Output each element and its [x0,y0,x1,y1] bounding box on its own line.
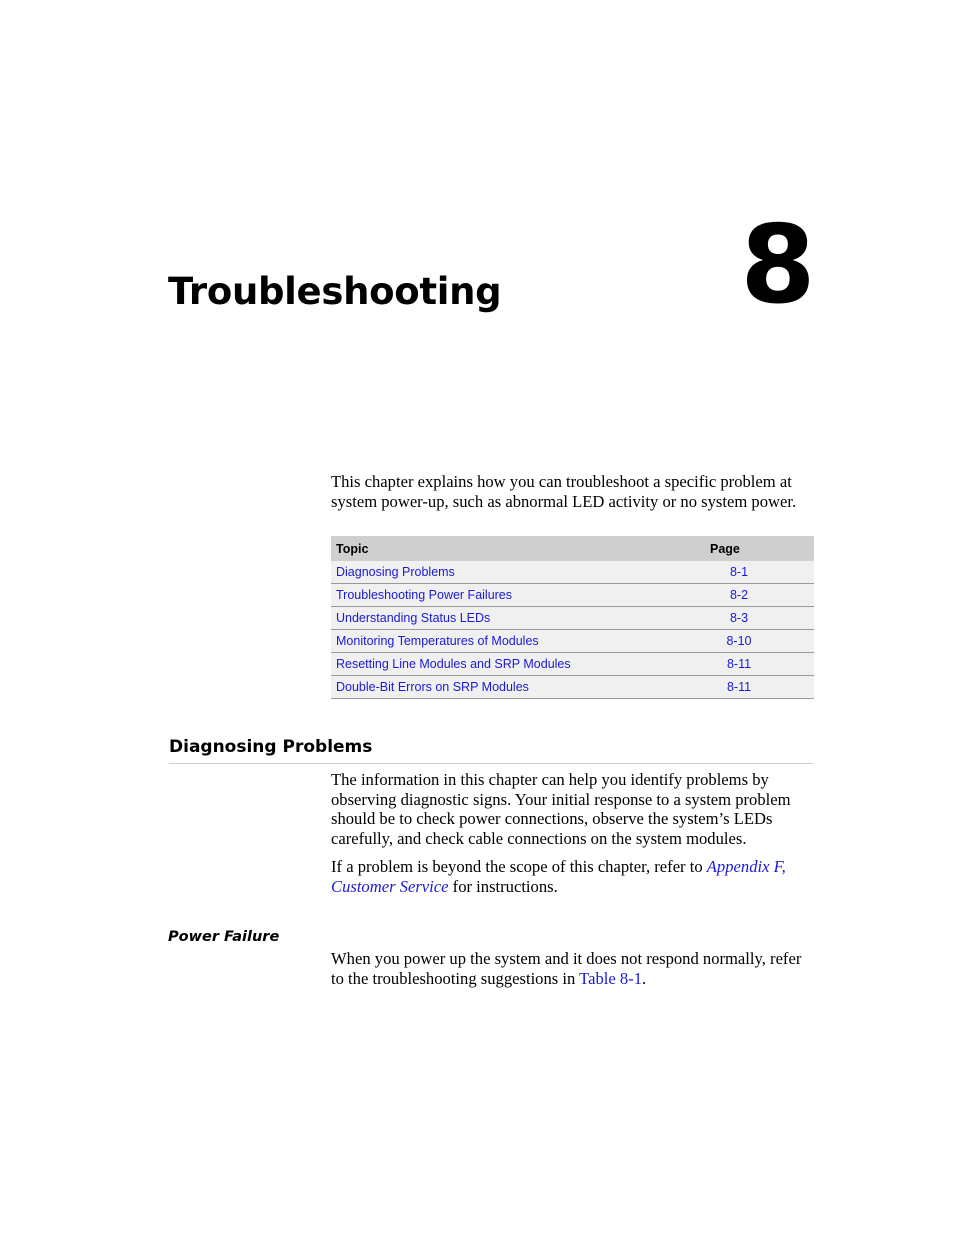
chapter-title: Troubleshooting [168,270,502,313]
paragraph-text: for instructions. [448,876,558,896]
topic-column-header: Topic [331,536,710,561]
paragraph-text: . [642,968,647,988]
topics-table-header [331,536,814,561]
page-link[interactable]: 8-1 [729,565,749,579]
page-column-header: Page [710,536,814,561]
page-link[interactable]: 8-11 [726,657,752,671]
topic-link[interactable]: Troubleshooting Power Failures [331,584,710,607]
topic-link[interactable]: Diagnosing Problems [331,561,710,584]
chapter-intro: This chapter explains how you can troubleshoot a specific problem at system power-up, such as abnormal LED activity or no system power. [331,472,797,511]
page-link[interactable]: 8-2 [729,588,749,602]
chapter-number: 8 [740,203,814,328]
diagnosing-paragraph-1: The information in this chapter can help you identify problems by observing diagnostic signs. Your initial response to a system problem should be to check power connections, observe the system’s LEDs carefully, and check cable connections on the system modules. [331,770,791,848]
paragraph-text: When you power up the system and it does not respond normally, refer to the troubleshooting suggestions in [331,949,802,988]
table-row [331,676,814,699]
power-failure-heading: Power Failure [168,929,280,945]
table-row [331,630,814,653]
diagnosing-problems-heading: Diagnosing Problems [169,736,813,764]
topic-link[interactable]: Resetting Line Modules and SRP Modules [331,653,710,676]
table-row [331,653,814,676]
page-link[interactable]: 8-3 [729,611,749,625]
topics-table [331,536,814,699]
table-row [331,607,814,630]
table-row [331,584,814,607]
table-8-1-link[interactable]: Table 8-1 [579,968,643,988]
diagnosing-paragraph-2 [331,857,813,896]
paragraph-text: If a problem is beyond the scope of this chapter, refer to [331,857,707,876]
page-link[interactable]: 8-10 [726,634,752,648]
topic-link[interactable]: Double-Bit Errors on SRP Modules [331,676,710,699]
page-link[interactable]: 8-11 [726,680,752,694]
power-failure-paragraph [331,949,813,988]
appendix-f-link[interactable]: Appendix F, Customer Service [331,857,786,896]
topic-link[interactable]: Understanding Status LEDs [331,607,710,630]
table-row [331,561,814,584]
topic-link[interactable]: Monitoring Temperatures of Modules [331,630,710,653]
